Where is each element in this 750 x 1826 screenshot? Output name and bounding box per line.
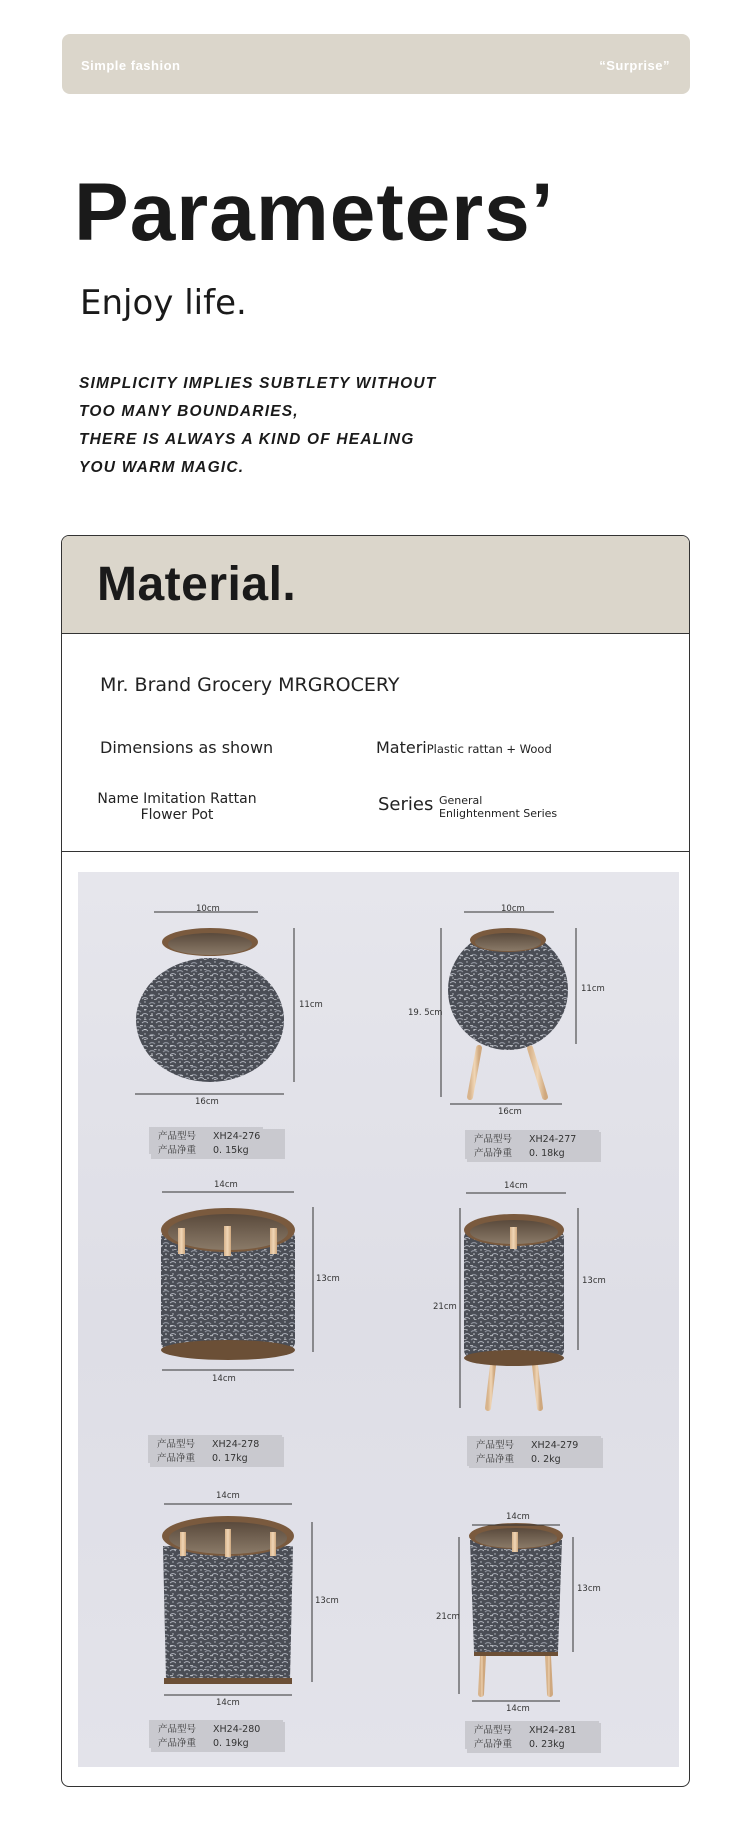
spec-weight-value: 0. 15kg [213, 1145, 249, 1156]
spec-weight-value: 0. 17kg [212, 1453, 248, 1464]
spec-weight-value: 0. 23kg [529, 1739, 565, 1750]
spec-model-label: 产品型号 [476, 1440, 515, 1451]
name-line: Flower Pot [140, 807, 214, 823]
dim-label: 16cm [195, 1097, 219, 1107]
material-header [62, 536, 689, 634]
tagline [79, 370, 436, 482]
dim-label: 16cm [498, 1107, 522, 1117]
spec-model-label: 产品型号 [158, 1724, 197, 1735]
tagline-line: YOU WARM MAGIC. [79, 459, 245, 476]
top-banner [62, 34, 690, 94]
dim-label: 13cm [315, 1596, 339, 1606]
dim-label: 10cm [501, 904, 525, 914]
product-illustration [78, 872, 679, 1767]
banner-right-text: “Surprise” [599, 58, 670, 73]
dim-label: 13cm [316, 1274, 340, 1284]
dim-label: 14cm [506, 1704, 530, 1714]
dim-label: 13cm [577, 1584, 601, 1594]
pot-xh24-279 [460, 1193, 601, 1466]
spec-weight-label: 产品净重 [157, 1453, 196, 1464]
series-line: General [439, 794, 483, 807]
brand-text: Mr. Brand Grocery MRGROCERY [100, 674, 400, 696]
page-title: Parameters’ [74, 167, 555, 258]
series-line: Enlightenment Series [439, 807, 558, 820]
name-spec [96, 791, 258, 823]
dim-label: 14cm [216, 1698, 240, 1708]
pot-xh24-278 [148, 1192, 313, 1463]
pot-xh24-281 [459, 1523, 599, 1749]
material-value: Plastic rattan + Wood [426, 742, 552, 756]
material-title: Material. [97, 558, 297, 611]
dim-label: 14cm [212, 1374, 236, 1384]
material-card [61, 535, 690, 1787]
dim-label: 14cm [216, 1491, 240, 1501]
series-value [439, 794, 557, 820]
spec-model-value: XH24-277 [529, 1134, 577, 1145]
dim-label: 11cm [299, 1000, 323, 1010]
spec-model-value: XH24-281 [529, 1725, 577, 1736]
spec-weight-label: 产品净重 [474, 1739, 513, 1750]
spec-label-277 [467, 1132, 601, 1162]
spec-model-label: 产品型号 [474, 1134, 513, 1145]
page-subtitle: Enjoy life. [80, 283, 247, 323]
spec-model-label: 产品型号 [158, 1131, 197, 1142]
dim-label: 14cm [504, 1181, 528, 1191]
tagline-line: THERE IS ALWAYS A KIND OF HEALING [79, 431, 415, 448]
spec-weight-label: 产品净重 [158, 1738, 197, 1749]
spec-weight-label: 产品净重 [474, 1148, 513, 1159]
spec-model-value: XH24-280 [213, 1724, 261, 1735]
material-label: Materi [376, 738, 427, 757]
dim-label: 21cm [436, 1612, 460, 1622]
tagline-line: SIMPLICITY IMPLIES SUBTLETY WITHOUT [79, 375, 437, 392]
series-label: Series [378, 794, 434, 815]
pot-xh24-280 [149, 1504, 312, 1748]
dim-label: 14cm [214, 1180, 238, 1190]
material-spec [376, 738, 552, 757]
spec-weight-value: 0. 2kg [531, 1454, 561, 1465]
spec-model-label: 产品型号 [157, 1439, 196, 1450]
spec-model-value: XH24-278 [212, 1439, 260, 1450]
spec-weight-value: 0. 18kg [529, 1148, 565, 1159]
spec-weight-label: 产品净重 [158, 1145, 197, 1156]
dim-label: 11cm [581, 984, 605, 994]
spec-label-281 [467, 1723, 601, 1753]
dimensions-text: Dimensions as shown [100, 738, 274, 757]
spec-model-value: XH24-276 [213, 1131, 261, 1142]
name-line: Name Imitation Rattan [97, 791, 257, 807]
spec-weight-value: 0. 19kg [213, 1738, 249, 1749]
dim-label: 19. 5cm [408, 1008, 443, 1018]
dim-label: 13cm [582, 1276, 606, 1286]
dim-label: 10cm [196, 904, 220, 914]
spec-weight-label: 产品净重 [476, 1454, 515, 1465]
spec-label-276 [151, 1129, 285, 1159]
banner-left-text: Simple fashion [81, 58, 181, 73]
spec-label-279 [469, 1438, 603, 1468]
pot-xh24-277 [441, 912, 599, 1159]
spec-label-278 [150, 1437, 284, 1467]
dim-label: 14cm [506, 1512, 530, 1522]
dim-label: 21cm [433, 1302, 457, 1312]
product-photo [78, 872, 679, 1767]
tagline-line: TOO MANY BOUNDARIES, [79, 403, 299, 420]
spec-model-label: 产品型号 [474, 1725, 513, 1736]
section-divider [62, 851, 689, 852]
spec-model-value: XH24-279 [531, 1440, 579, 1451]
pot-xh24-276 [135, 912, 294, 1154]
spec-label-280 [151, 1722, 285, 1752]
